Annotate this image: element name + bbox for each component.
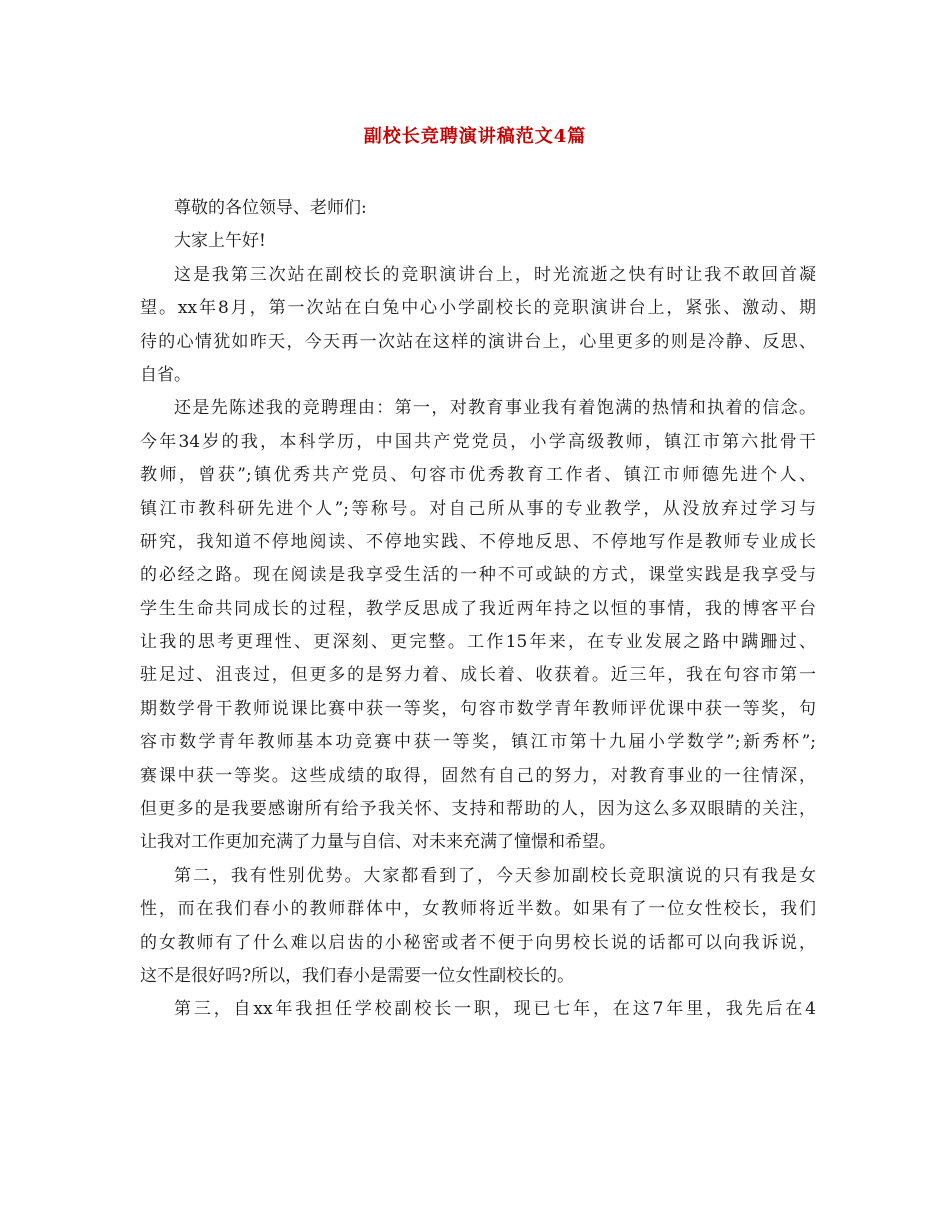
text-line: 还是先陈述我的竞聘理由：第一，对教育事业我有着饱满的热情和执着的信念。 — [174, 398, 816, 419]
text-line: 大家上午好! — [174, 231, 266, 252]
text-line: 研究，我知道不停地阅读、不停地实践、不停地反思、不停地写作是教师专业成长 — [140, 531, 816, 552]
text-line: 教师，曾获”;镇优秀共产党员、句容市优秀教育工作者、镇江市师德先进个人、 — [140, 465, 816, 486]
text-line: 赛课中获一等奖。这些成绩的取得，固然有自己的努力，对教育事业的一往情深， — [140, 765, 816, 786]
text-line: 的女教师有了什么难以启齿的小秘密或者不便于向男校长说的话都可以向我诉说， — [140, 932, 816, 953]
text-line: 第三，自xx年我担任学校副校长一职，现已七年，在这7年里，我先后在4 — [174, 999, 816, 1020]
text-line: 这不是很好吗?所以，我们春小是需要一位女性副校长的。 — [140, 965, 575, 986]
text-line: 让我对工作更加充满了力量与自信、对未来充满了憧憬和希望。 — [140, 832, 616, 853]
text-line: 让我的思考更理性、更深刻、更完整。工作15年来，在专业发展之路中蹒跚过、 — [140, 632, 816, 653]
text-line: 第二，我有性别优势。大家都看到了，今天参加副校长竞职演说的只有我是女 — [174, 865, 816, 886]
text-line: 性，而在我们春小的教师群体中，女教师将近半数。如果有了一位女性校长，我们 — [140, 899, 816, 920]
text-line: 待的心情犹如昨天，今天再一次站在这样的演讲台上，心里更多的则是冷静、反思、 — [140, 331, 816, 352]
text-line: 驻足过、沮丧过，但更多的是努力着、成长着、收获着。近三年，我在句容市第一 — [140, 665, 816, 686]
document-body — [140, 192, 816, 1027]
text-line: 尊敬的各位领导、老师们: — [174, 198, 367, 218]
text-line: 望。xx年8月，第一次站在白兔中心小学副校长的竞职演讲台上，紧张、激动、期 — [140, 298, 816, 319]
text-line: 镇江市教科研先进个人”;等称号。对自己所从事的专业教学，从没放弃过学习与 — [140, 498, 816, 519]
text-line: 的必经之路。现在阅读是我享受生活的一种不可或缺的方式，课堂实践是我享受与 — [140, 565, 816, 586]
text-line: 自省。 — [140, 364, 191, 385]
document-title: 副校长竞聘演讲稿范文4篇 — [363, 126, 587, 147]
text-line: 学生生命共同成长的过程，教学反思成了我近两年持之以恒的事情，我的博客平台 — [140, 598, 816, 619]
text-line: 容市数学青年教师基本功竞赛中获一等奖，镇江市第十九届小学数学”;新秀杯”; — [140, 732, 816, 753]
text-line: 这是我第三次站在副校长的竞职演讲台上，时光流逝之快有时让我不敢回首凝 — [174, 264, 816, 285]
text-line: 今年34岁的我，本科学历，中国共产党党员，小学高级教师，镇江市第六批骨干 — [140, 431, 816, 452]
text-line: 但更多的是我要感谢所有给予我关怀、支持和帮助的人，因为这么多双眼睛的关注， — [140, 799, 816, 820]
text-line: 期数学骨干教师说课比赛中获一等奖，句容市数学青年教师评优课中获一等奖，句 — [140, 698, 816, 719]
